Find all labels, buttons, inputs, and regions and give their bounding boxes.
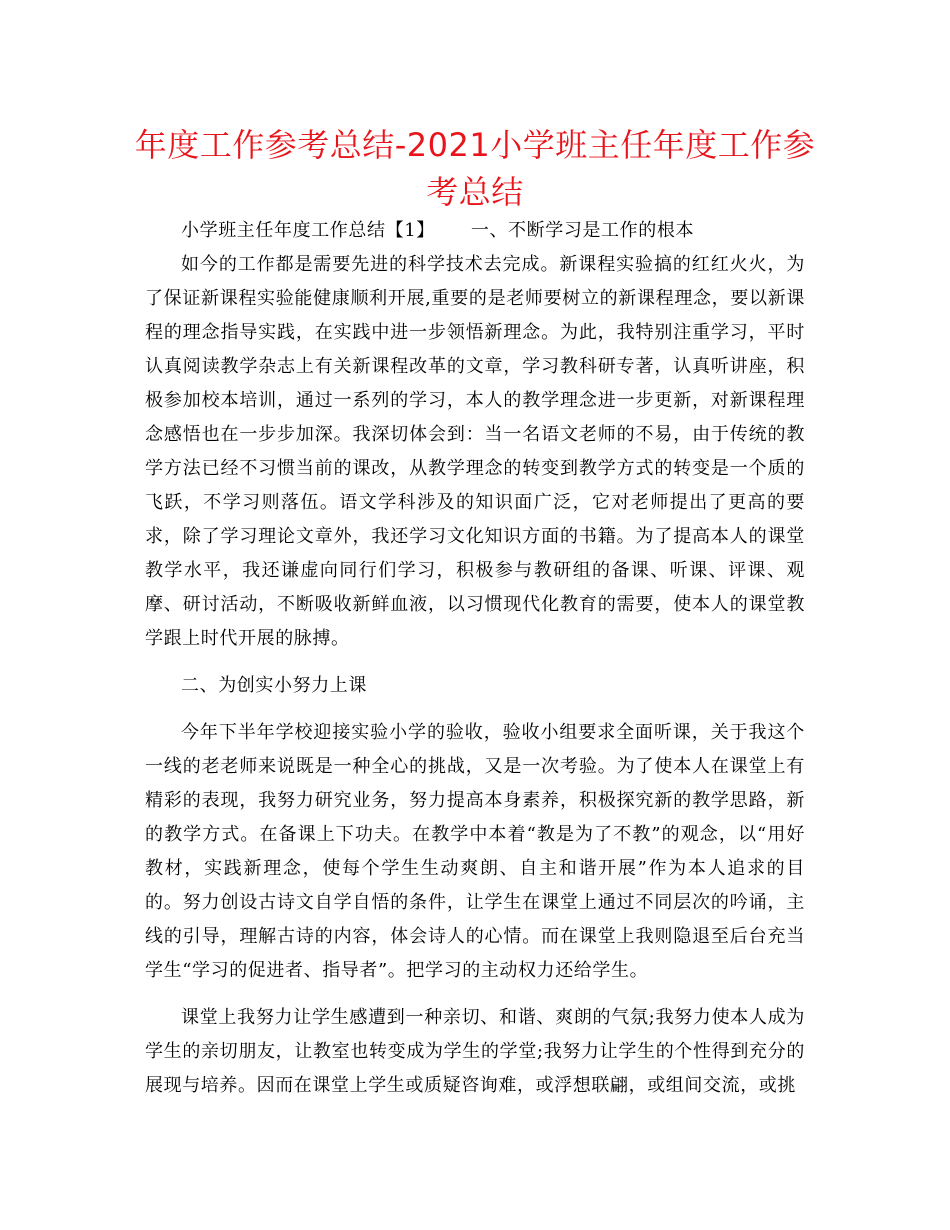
heading-line	[145, 214, 805, 248]
section-heading-2: 二、为创实小努力上课	[181, 675, 367, 696]
paragraph-3: 课堂上我努力让学生感遭到一种亲切、和谐、爽朗的气氛;我努力使本人成为学生的亲切朋友，让教室也转变成为学生的学堂;我努力让学生的个性得到充分的展现与培养。因而在课堂上学生或质疑咨询难，或浮想联翩，或组间交流，或挑	[145, 1007, 805, 1096]
document-body	[145, 214, 805, 1103]
document-title: 年度工作参考总结-2021小学班主任年度工作参考总结	[134, 126, 816, 211]
paragraph-1: 如今的工作都是需要先进的科学技术去完成。新课程实验搞的红红火火，为了保证新课程实验能健康顺利开展,重要的是老师要树立的新课程理念，要以新课程的理念指导实践，在实践中进一步领悟新理念。为此，我特别注重学习，平时认真阅读教学杂志上有关新课程改革的文章，学习教科研专著，认真听讲座，积极参加校本培训，通过一系列的学习，本人的教学理念进一步更新，对新课程理念感悟也在一步步加深。我深切体会到：当一名语文老师的不易，由于传统的教学方法已经不习惯当前的课改，从教学理念的转变到教学方式的转变是一个质的飞跃，不学习则落伍。语文学科涉及的知识面广泛，它对老师提出了更高的要求，除了学习理论文章外，我还学习文化知识方面的书籍。为了提高本人的课堂教学水平，我还谦虚向同行们学习，积极参与教研组的备课、听课、评课、观摩、研讨活动，不断吸收新鲜血液，以习惯现代化教育的需要，使本人的课堂教学跟上时代开展的脉搏。	[145, 254, 805, 649]
section-heading-1: 一、不断学习是工作的根本	[470, 220, 695, 241]
paragraph-2: 今年下半年学校迎接实验小学的验收，验收小组要求全面听课，关于我这个一线的老老师来说既是一种全心的挑战，又是一次考验。为了使本人在课堂上有精彩的表现，我努力研究业务，努力提高本身素养，积极探究新的教学思路，新的教学方式。在备课上下功夫。在教学中本着“教是为了不教”的观念，以“用好教材，实践新理念，使每个学生生动爽朗、自主和谐开展”作为本人追求的目的。努力创设古诗文自学自悟的条件，让学生在课堂上通过不同层次的吟诵，主线的引导，理解古诗的内容，体会诗人的心情。而在课堂上我则隐退至后台充当学生“学习的促进者、指导者”。把学习的主动权力还给学生。	[145, 722, 805, 981]
section-heading-summary: 小学班主任年度工作总结【1】	[181, 220, 435, 241]
